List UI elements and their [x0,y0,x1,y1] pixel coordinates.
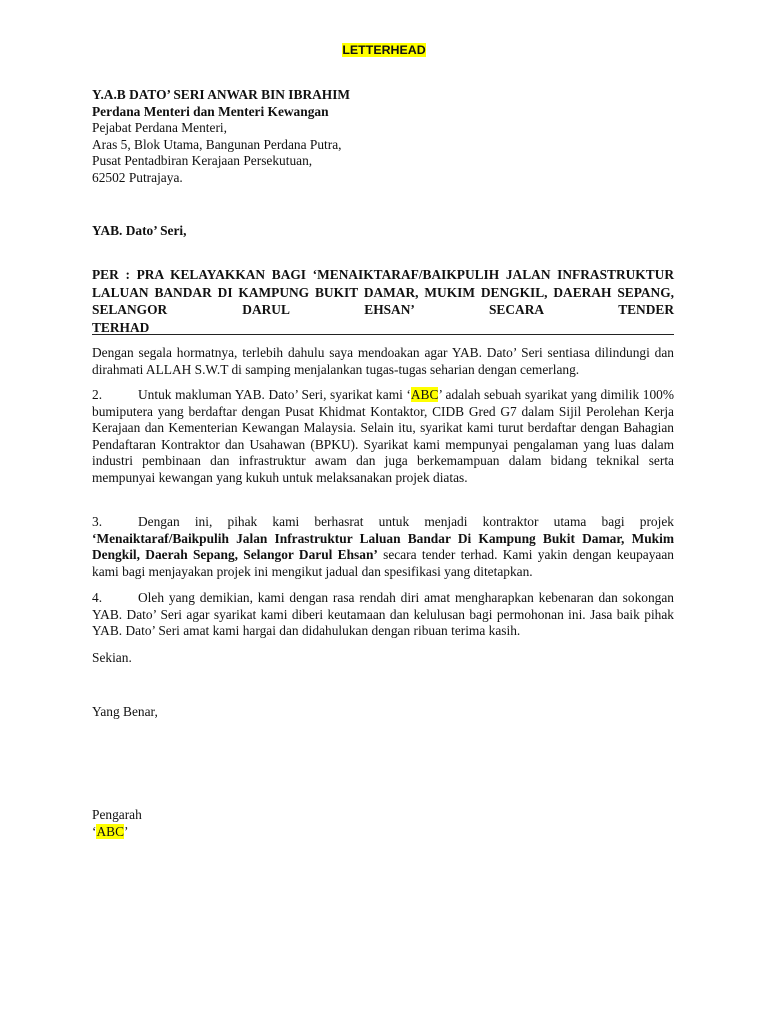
recipient-name: Y.A.B DATO’ SERI ANWAR BIN IBRAHIM [92,87,351,102]
closing-yang-benar: Yang Benar, [92,704,158,719]
project-name: ‘Menaiktaraf/Baikpulih Jalan Infrastruktur Laluan Bandar Di Kampung Bukit Damar, Mukim Dengkil, Daerah Sepang, Selangor Darul Ehsan’ [92,530,674,563]
signatory-company [92,824,128,841]
address-line: 62502 Putrajaya. [92,169,183,185]
paragraph-1: Dengan segala hormatnya, terlebih dahulu saya mendoakan agar YAB. Dato’ Seri sentiasa dilindungi dan dirahmati ALLAH S.W.T di samping menjalankan tugas-tugas seharian dengan cemerlang. [92,345,674,377]
paragraph-text: Oleh yang demikian, kami dengan rasa rendah diri amat mengharapkan kebenaran dan sokongan YAB. Dato’ Seri agar syarikat kami diberi keutamaan dan kelulusan bagi permohonan ini. Jasa baik pihak YAB. Dato’ Seri amat kami hargai dan didahulukan dengan ribuan terima kasih. [92,590,674,639]
letterhead-label: LETTERHEAD [342,43,426,57]
subject-heading [92,266,674,336]
recipient-title: Perdana Menteri dan Menteri Kewangan [92,103,329,119]
paragraph-text: ’ adalah sebuah syarikat yang dimilik 100% bumiputera yang berdaftar dengan Pusat Khidmat Kontaktor, CIDB Gred G7 dalam Sijil Perolehan Kerja Kerajaan dan Kementerian Kewangan Malaysia. Selain itu, syarikat kami turut berdaftar dengan Bahagian Pendaftaran Kontraktor dan Usahawan (BPKU). Syarikat kami mempunyai pengalaman yang luas dalam industri pembinaan dan infrastruktur awam dan juga berkemampuan dalam bidang teknikal serta mempunyai kewangan yang kukuh untuk melaksanakan projek diatas. [92,387,674,485]
paragraph-text: secara tender terhad. Kami yakin dengan keupayaan kami bagi menjayakan projek ini mengikut jadual dan spesifikasi yang ditetapkan. [92,547,674,579]
paragraph-3 [92,514,674,580]
quote-open: ‘ [92,824,97,839]
paragraph-text: Untuk makluman YAB. Dato’ Seri, syarikat kami ‘ [138,387,411,402]
address-line: Aras 5, Blok Utama, Bangunan Perdana Putra, [92,136,342,152]
paragraph-number: 3. [92,514,103,529]
recipient-block [92,87,692,187]
paragraph-2 [92,387,674,487]
paragraph-text: Dengan ini, pihak kami berhasrat untuk menjadi kontraktor utama bagi projek [138,514,674,529]
closing-sekian: Sekian. [92,650,132,665]
letterhead-placeholder [0,42,768,58]
salutation: YAB. Dato’ Seri, [92,223,187,238]
signatory-title: Pengarah [92,807,142,822]
address-line: Pusat Pentadbiran Kerajaan Persekutuan, [92,153,313,169]
paragraph-number: 2. [92,387,103,402]
quote-close: ’ [124,824,129,839]
company-name-highlight: ABC [96,824,125,839]
subject-underline [92,334,674,335]
company-name-highlight: ABC [410,387,439,402]
paragraph-number: 4. [92,590,103,605]
address-line: Pejabat Perdana Menteri, [92,120,227,136]
paragraph-4 [92,590,674,640]
subject-line-end: TERHAD [92,319,150,335]
subject-line: PER : PRA KELAYAKKAN BAGI ‘MENAIKTARAF/BAIKPULIH JALAN INFRASTRUKTUR LALUAN BANDAR DI KAMPUNG BUKIT DAMAR, MUKIM DENGKIL, DAERAH SEPANG, SELANGOR DARUL EHSAN’ SECARA TENDER [92,267,674,318]
